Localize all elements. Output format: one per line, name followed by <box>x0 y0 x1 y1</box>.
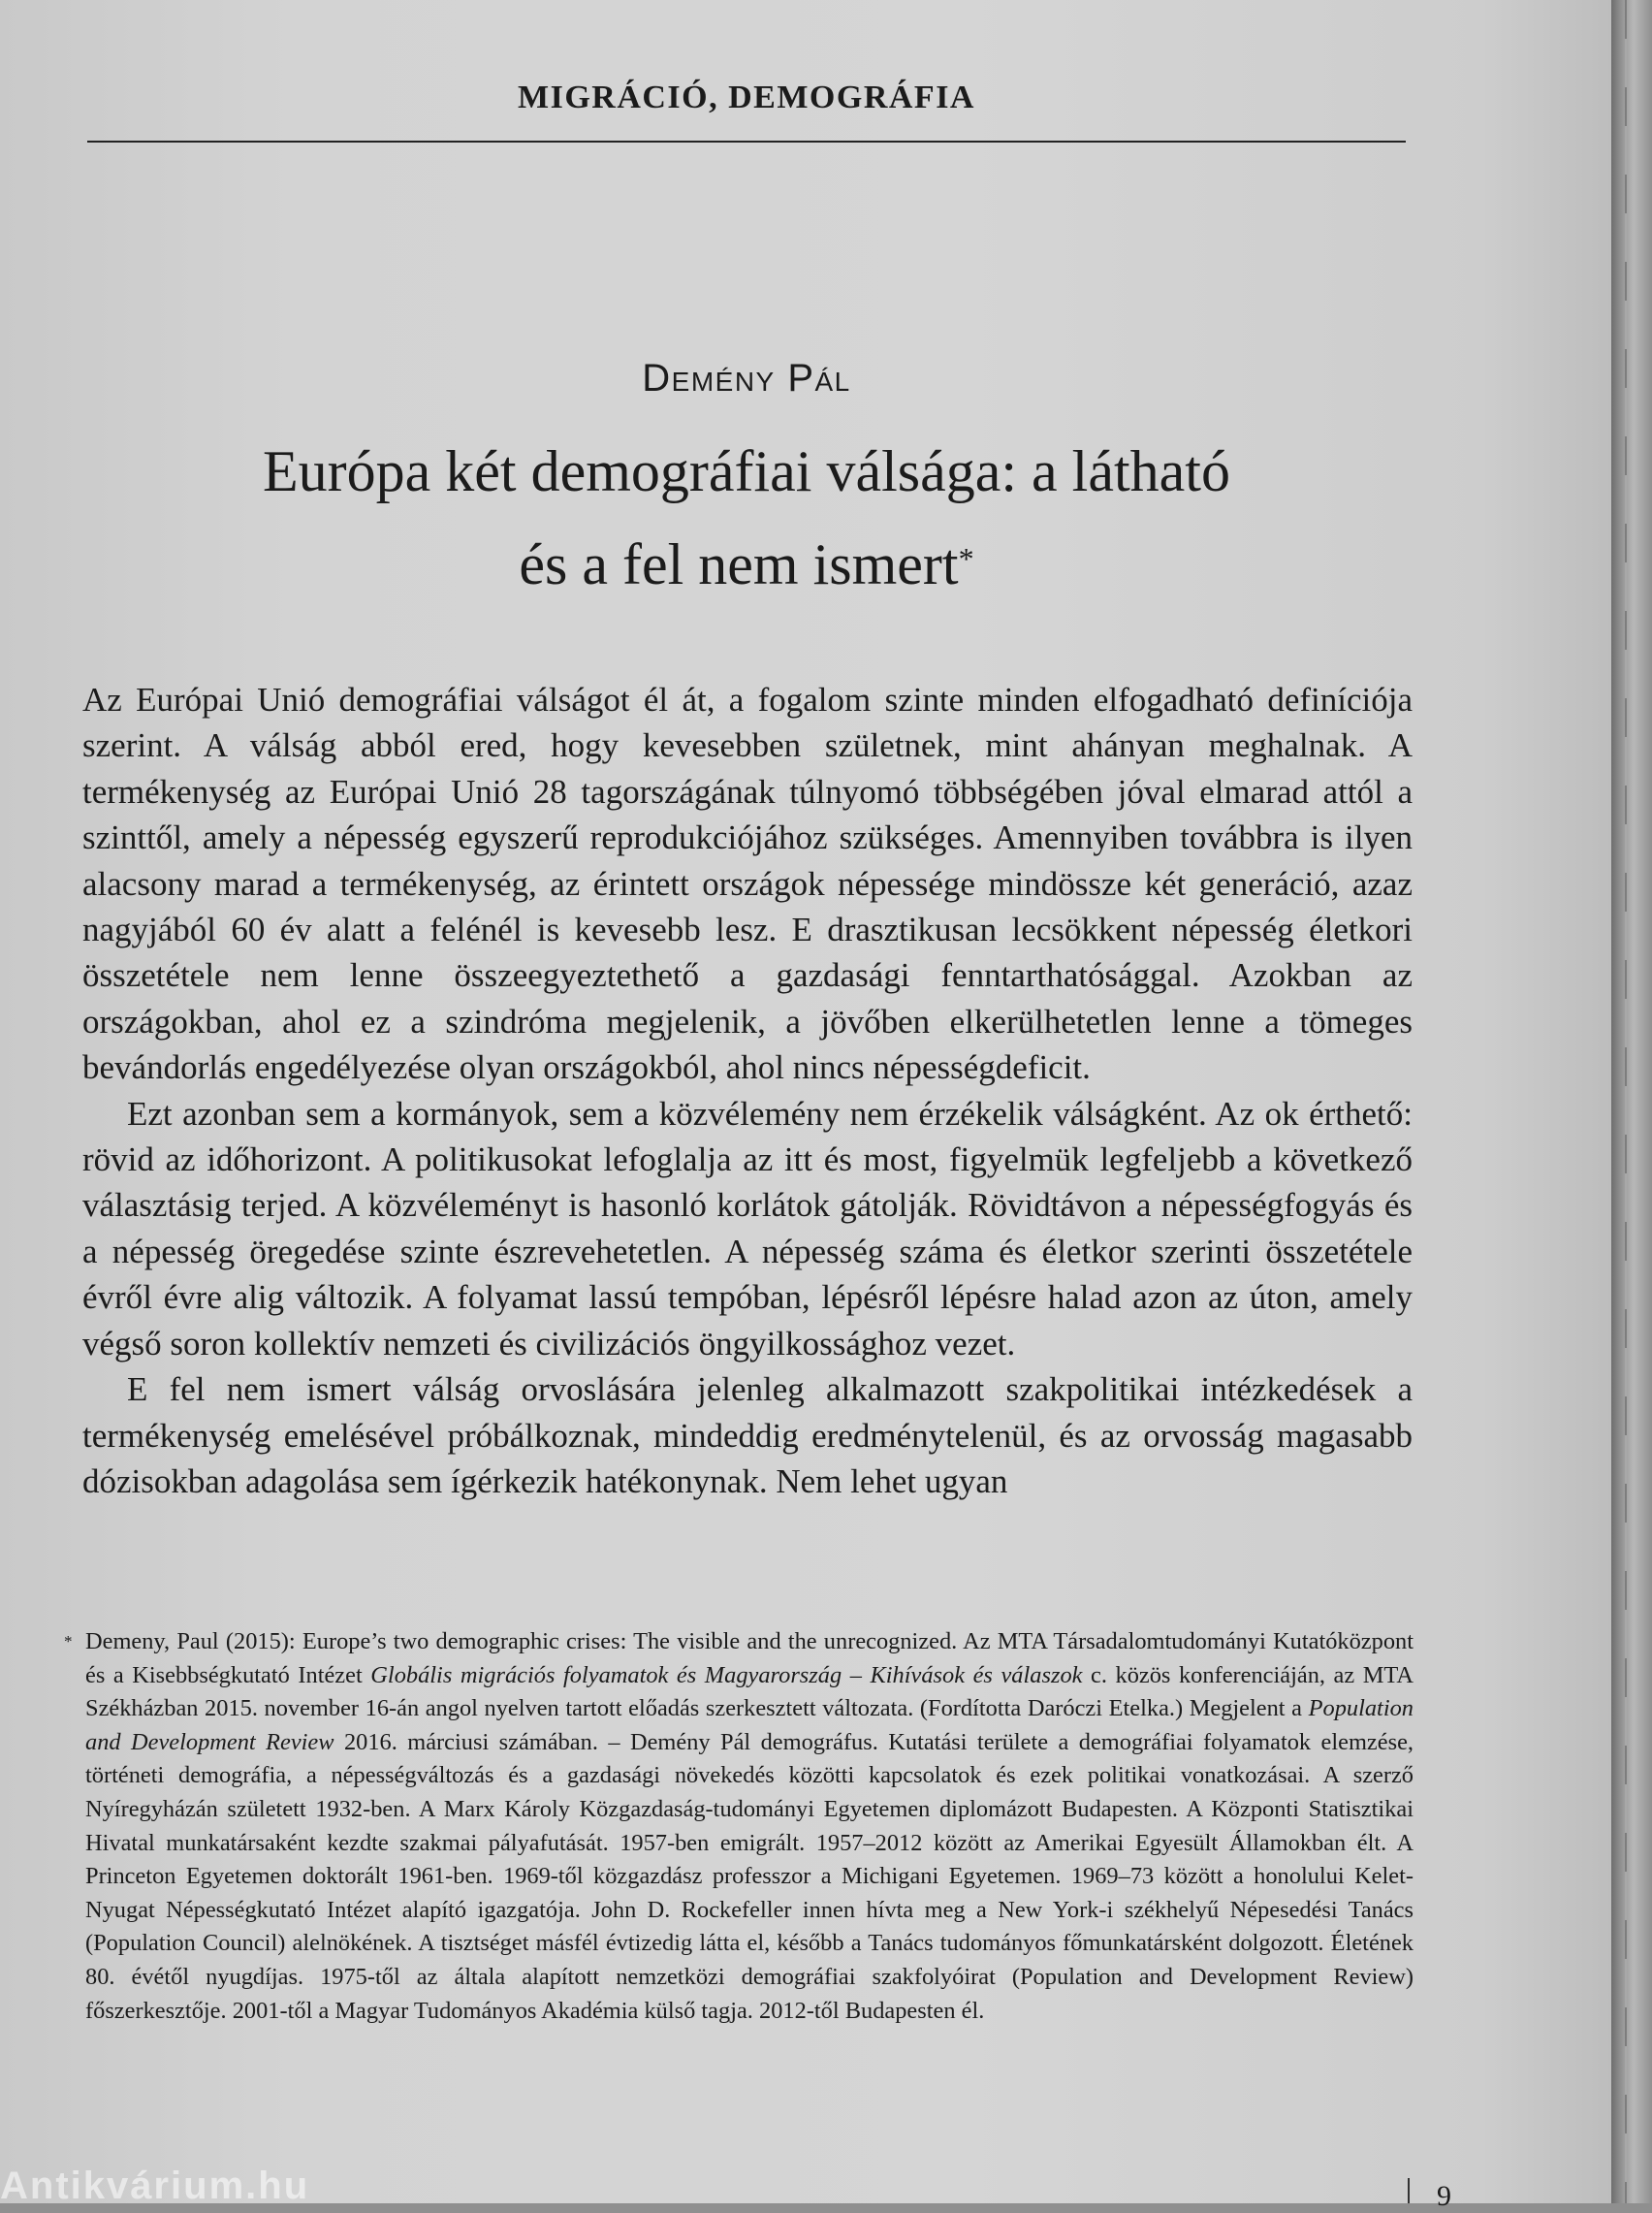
footnote-text-1: Demeny, Paul (2015): Europe’s two demographic crises: The visible and the unrecognized. Az MTA Társadalomtudományi Kutatóközpont és a Kisebbségkutató Intézet <box>85 1628 1414 1688</box>
footnote-italic-journal: Population and Development Review <box>85 1695 1414 1755</box>
page-number-mark <box>1408 2178 1410 2203</box>
article-title <box>87 425 1406 611</box>
title-footnote-marker: * <box>958 541 974 576</box>
page-number: 9 <box>1437 2180 1451 2212</box>
running-head: MIGRÁCIÓ, DEMOGRÁFIA <box>518 80 975 115</box>
footnote-italic-conference: Globális migrációs folyamatok és Magyarország – Kihívások és válaszok <box>370 1661 1083 1688</box>
footnote-text-3: 2016. márciusi számában. – Demény Pál demográfus. Kutatási területe a demográfiai folyamatok elemzése, történeti demográfia, a népességváltozás és a gazdasági növekedés közötti kapcsolatok és ezek politikai vonatkozásai. A szerző Nyíregyházán született 1932-ben. A Marx Károly Közgazdaság-tudományi Egyetemen diplomázott Budapesten. A Központi Statisztikai Hivatal munkatársaként kezdte szakmai pályafutását. 1957-ben emigrált. 1957–2012 között az Amerikai Egyesült Államokban élt. A Princeton Egyetemen doktorált 1961-ben. 1969-től közgazdász professzor a Michigani Egyetemen. 1969–73 között a honolului Kelet-Nyugat Népességkutató Intézet alapító igazgatója. John D. Rockefeller innen hívta meg a New York-i székhelyű Népesedési Tanács (Population Council) alelnökének. A tisztséget másfél évtizedig látta el, később a Tanács tudományos főmunkatársként dolgozott. Életének 80. évétől nyugdíjas. 1975-től az általa alapított nemzetközi demográfiai szakfolyóirat (Population and Development Review) főszerkesztője. 2001-től a Magyar Tudományos Akadémia külső tagja. 2012-től Budapesten él. <box>85 1728 1414 2024</box>
paragraph-1: Az Európai Unió demográfiai válságot él át, a fogalom szinte minden elfogadható definíciója szerint. A válság abból ered, hogy kevesebben születnek, mint ahányan meghalnak. A termékenység az Európai Unió 28 tagországának túlnyomó többségében jóval elmarad attól a szinttől, amely a népesség egyszerű reprodukciójához szükséges. Amennyiben továbbra is ilyen alacsony marad a termékenység, az érintett országok népessége mindössze két generáció, azaz nagyjából 60 év alatt a felénél is kevesebb lesz. E drasztikusan lecsökkent népesség életkori összetétele nem lenne összeegyeztethető a gazdasági fenntarthatósággal. Azokban az országokban, ahol ez a szindróma megjelenik, a jövőben elkerülhetetlen lenne a tömeges bevándorlás engedélyezése olyan országokból, ahol nincs népességdeficit. <box>82 681 1413 1087</box>
footnote-text-2: c. közös konferenciáján, az MTA Székházban 2015. november 16-án angol nyelven tartott előadás szerkesztett változata. (Fordította Daróczi Etelka.) Megjelent a <box>85 1661 1414 1722</box>
title-line-1: Európa két demográfiai válsága: a látható <box>263 439 1230 503</box>
title-line-2-text: és a fel nem ismert <box>519 532 959 596</box>
watermark: Antikvárium.hu <box>0 2165 310 2207</box>
header-rule <box>87 141 1406 143</box>
title-line-2 <box>87 518 1406 611</box>
author-name: Demény Pál <box>642 357 851 400</box>
page-edge-shadow <box>1611 0 1652 2203</box>
paragraph-2: Ezt azonban sem a kormányok, sem a közvélemény nem érzékelik válságként. Az ok érthető: rövid az időhorizont. A politikusokat lefoglalja az itt és most, figyelmük legfeljebb a következő választásig terjed. A közvéleményt is hasonló korlátok gátolják. Rövidtávon a népességfogyás és a népesség öregedése szinte észrevehetetlen. A népesség száma és életkor szerinti összetétele évről évre alig változik. A folyamat lassú tempóban, lépésről lépésre halad azon az úton, amely végső soron kollektív nemzeti és civilizációs öngyilkossághoz vezet. <box>82 1094 1413 1363</box>
body-text <box>82 677 1413 1504</box>
paragraph-3: E fel nem ismert válság orvoslására jelenleg alkalmazott szakpolitikai intézkedések a termékenység emelésével próbálkoznak, mindeddig eredménytelenül, és az orvosság magasabb dózisokban adagolása sem ígérkezik hatékonynak. Nem lehet ugyan <box>82 1370 1413 1500</box>
footnote: * Demeny, Paul (2015): Europe’s two demographic crises: The visible and the unrecognized. Az MTA Társadalomtudományi Kutatóközpont és a Kisebbségkutató Intézet Globális migrációs folyamatok és Magyarország – Kihívások és válaszok c. közös konferenciáján, az MTA Székházban 2015. november 16-án angol nyelven tartott előadás szerkesztett változata. (Fordította Daróczi Etelka.) Megjelent a Population and Development Review 2016. márciusi számában. – Demény Pál demográfus. Kutatási területe a demográfiai folyamatok elemzése, történeti demográfia, a népességváltozás és a gazdasági növekedés közötti kapcsolatok és ezek politikai vonatkozásai. A szerző Nyíregyházán született 1932-ben. A Marx Károly Közgazdaság-tudományi Egyetemen diplomázott Budapesten. A Központi Statisztikai Hivatal munkatársaként kezdte szakmai pályafutását. 1957-ben emigrált. 1957–2012 között az Amerikai Egyesült Államokban élt. A Princeton Egyetemen doktorált 1961-ben. 1969-től közgazdász professzor a Michigani Egyetemen. 1969–73 között a honolului Kelet-Nyugat Népességkutató Intézet alapító igazgatója. John D. Rockefeller innen hívta meg a New York-i székhelyű Népesedési Tanács (Population Council) alelnökének. A tisztséget másfél évtizedig látta el, később a Tanács tudományos főmunkatársként dolgozott. Életének 80. évétől nyugdíjas. 1975-től az általa alapított nemzetközi demográfiai szakfolyóirat (Population and Development Review) főszerkesztője. 2001-től a Magyar Tudományos Akadémia külső tagja. 2012-től Budapesten él. <box>64 1628 1414 2024</box>
